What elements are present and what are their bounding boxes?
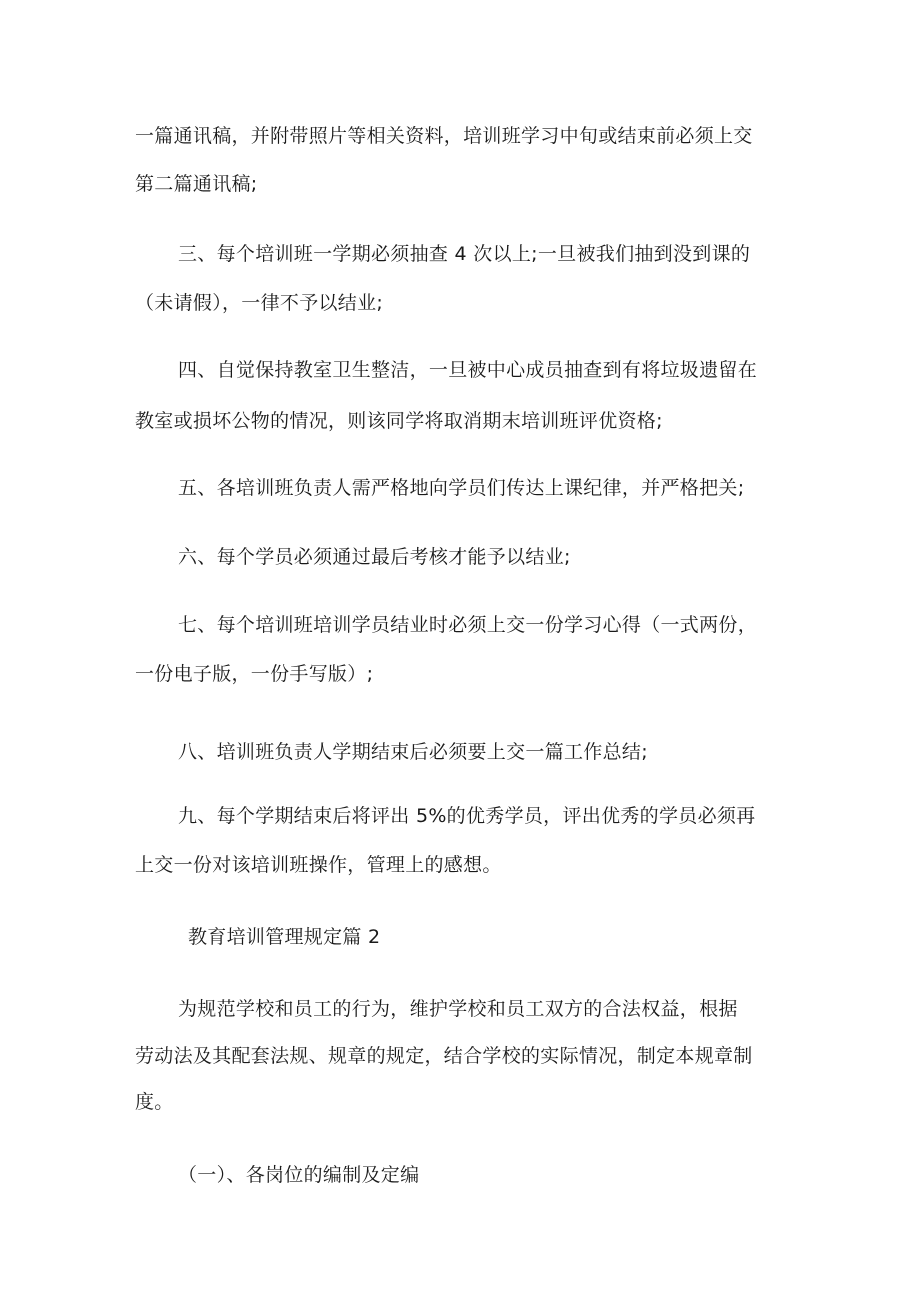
rule-five-line: 五、各培训班负责人需严格地向学员们传达上课纪律，并严格把关; [178,477,745,499]
paragraph-line: 上交一份对该培训班操作，管理上的感想。 [135,854,502,876]
paragraph-line: 教室或损坏公物的情况，则该同学将取消期末培训班评优资格; [135,410,663,432]
rule-seven-line: 七、每个培训班培训学员结业时必须上交一份学习心得（一式两份， [178,614,758,636]
rule-three-line: 三、每个培训班一学期必须抽查 4 次以上;一旦被我们抽到没到课的 [178,243,751,265]
rule-six-line: 六、每个学员必须通过最后考核才能予以结业; [178,546,571,568]
paragraph-line: 一篇通讯稿，并附带照片等相关资料，培训班学习中旬或结束前必须上交 [135,125,753,147]
intro-line: 为规范学校和员工的行为，维护学校和员工双方的合法权益，根据 [178,998,738,1020]
paragraph-line: 一份电子版，一份手写版）; [135,663,374,685]
paragraph-line: （未请假），一律不予以结业; [135,292,384,314]
subsection-heading: （一）、各岗位的编制及定编 [178,1164,420,1186]
paragraph-line: 劳动法及其配套法规、规章的规定，结合学校的实际情况，制定本规章制 [135,1045,753,1067]
paragraph-line: 度。 [135,1091,174,1113]
section-heading: 教育培训管理规定篇 2 [188,926,381,948]
rule-eight-line: 八、培训班负责人学期结束后必须要上交一篇工作总结; [178,741,648,763]
rule-nine-line: 九、每个学期结束后将评出 5%的优秀学员，评出优秀的学员必须再 [178,805,756,827]
paragraph-line: 第二篇通讯稿; [135,173,258,195]
rule-four-line: 四、自觉保持教室卫生整洁，一旦被中心成员抽查到有将垃圾遗留在 [178,359,758,381]
